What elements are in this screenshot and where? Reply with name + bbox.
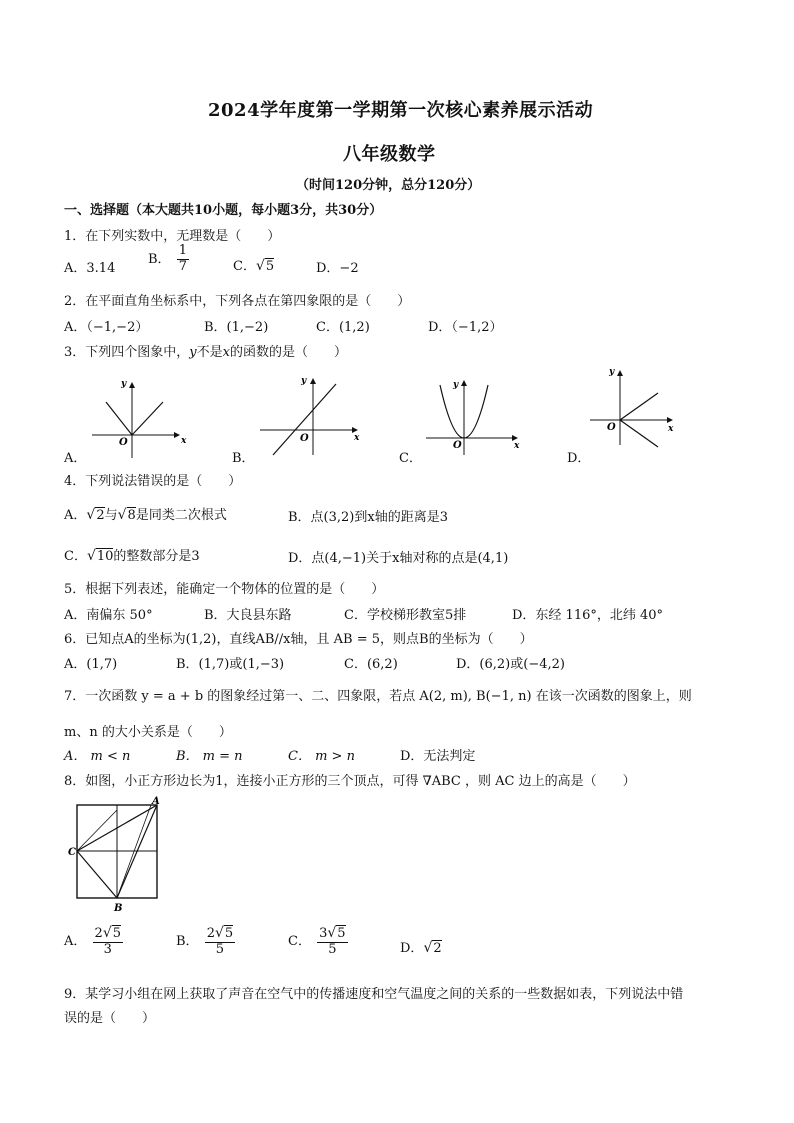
q6-option-a: A．(1,7) bbox=[64, 657, 118, 672]
q4-c-post: 的整数部分是3 bbox=[113, 549, 200, 564]
question-2-stem: 2．在平面直角坐标系中，下列各点在第四象限的是（ ） bbox=[64, 294, 411, 309]
q5-option-d: D．东经 116°，北纬 40° bbox=[512, 608, 664, 623]
question-9-stem: 9．某学习小组在网上获取了声音在空气中的传播速度和空气温度之间的关系的一些数据如表，下列说法中错 bbox=[64, 987, 684, 1002]
fraction-numerator: 3√5 bbox=[319, 925, 346, 941]
fraction-denominator: 5 bbox=[328, 941, 337, 957]
graph-a-origin: O bbox=[119, 437, 128, 448]
vertex-c-label: C bbox=[68, 847, 76, 858]
q4-option-b: B．点(3,2)到x轴的距离是3 bbox=[288, 510, 448, 525]
fraction bbox=[317, 925, 347, 958]
q7-option-c: C． m > n bbox=[288, 749, 355, 764]
q8-triangle-figure bbox=[66, 795, 166, 915]
q5-option-b: B．大良县东路 bbox=[204, 608, 292, 623]
section-heading: 一、选择题（本大题共10小题，每小题3分，共30分） bbox=[64, 203, 383, 218]
q3-option-d: D． bbox=[567, 451, 591, 466]
vertex-b-label: B bbox=[114, 903, 123, 914]
vertex-a-label: A bbox=[152, 796, 160, 807]
q8-option-c bbox=[288, 925, 350, 958]
option-b-label: B． bbox=[148, 251, 171, 267]
graph-a-y-label: y bbox=[121, 379, 127, 389]
q4-a-mid: 与 bbox=[104, 508, 118, 523]
q2-option-b: B．(1,−2) bbox=[204, 320, 269, 335]
fraction-denominator: 7 bbox=[178, 258, 187, 274]
q4-option-c bbox=[64, 545, 200, 564]
q8-a-pre: A． bbox=[64, 933, 87, 949]
fraction bbox=[177, 244, 189, 275]
q7-option-b: B． m = n bbox=[176, 749, 243, 764]
question-7-stem: 7．一次函数 y = a + b 的图象经过第一、二、四象限，若点 A(2, m), B(−1, n) 在该一次函数的图象上，则 bbox=[64, 689, 692, 704]
q4-c-pre: C． bbox=[64, 549, 87, 564]
question-1-stem: 1．在下列实数中，无理数是（ ） bbox=[64, 229, 281, 244]
fraction bbox=[93, 925, 123, 958]
q8-option-a bbox=[64, 925, 125, 958]
question-3-stem bbox=[64, 341, 347, 360]
q2-option-d: D．（−1,2） bbox=[428, 320, 503, 335]
fraction bbox=[205, 925, 235, 958]
exam-subject: 八年级数学 bbox=[343, 144, 436, 165]
graph-d-origin: O bbox=[607, 422, 616, 433]
sqrt-icon: √ bbox=[86, 548, 96, 564]
q6-option-d: D．(6,2)或(−4,2) bbox=[456, 657, 565, 672]
fraction-numerator: 1 bbox=[178, 243, 187, 258]
radicand: 2 bbox=[96, 508, 105, 523]
q3-option-a: A． bbox=[64, 451, 87, 466]
question-6-stem: 6．已知点A的坐标为(1,2)，直线AB//x轴，且 AB = 5，则点B的坐标为（ ） bbox=[64, 632, 533, 647]
q8-option-b bbox=[176, 925, 237, 958]
q3-option-b: B． bbox=[232, 451, 255, 466]
q1-option-a: A．3.14 bbox=[64, 261, 116, 276]
q3-stem-mid: 不是 bbox=[196, 345, 223, 360]
radicand: 10 bbox=[96, 549, 114, 564]
graph-a bbox=[92, 379, 187, 458]
q7-option-d: D．无法判定 bbox=[400, 749, 476, 764]
q8-c-pre: C． bbox=[288, 933, 311, 949]
sqrt-icon: √ bbox=[255, 258, 265, 274]
fraction-numerator: 2√5 bbox=[94, 925, 122, 941]
graph-d-y-label: y bbox=[609, 367, 615, 377]
radicand: 8 bbox=[127, 508, 136, 523]
q6-option-c: C．(6,2) bbox=[344, 657, 398, 672]
question-5-stem: 5．根据下列表述，能确定一个物体的位置的是（ ） bbox=[64, 582, 385, 597]
graph-b-x-label: x bbox=[354, 433, 360, 443]
fraction-numerator: 2√5 bbox=[206, 925, 234, 941]
q2-option-c: C．(1,2) bbox=[316, 320, 370, 335]
option-c-label: C． bbox=[233, 259, 256, 274]
graph-c-y-label: y bbox=[453, 380, 459, 390]
radicand: 5 bbox=[265, 259, 275, 274]
question-9-stem-2: 误的是（ ） bbox=[64, 1011, 156, 1026]
fraction-denominator: 5 bbox=[215, 941, 225, 957]
q8-b-pre: B． bbox=[176, 933, 199, 949]
graph-a-x-label: x bbox=[181, 436, 187, 446]
question-7-stem-2: m、n 的大小关系是（ ） bbox=[64, 725, 232, 740]
q5-option-a: A．南偏东 50° bbox=[64, 608, 153, 623]
q7-option-a: A． m < n bbox=[64, 749, 131, 764]
q3-graphs bbox=[0, 360, 794, 480]
question-8-stem: 8．如图，小正方形边长为1，连接小正方形的三个顶点，可得 ∇ABC ，则 AC 边上的高是（ ） bbox=[64, 774, 636, 789]
q2-option-a: A．（−1,−2） bbox=[64, 320, 149, 335]
q3-option-c: C． bbox=[399, 451, 422, 466]
graph-b-y-label: y bbox=[301, 376, 307, 386]
sqrt-icon: √ bbox=[86, 507, 96, 523]
q4-option-a bbox=[64, 504, 227, 523]
graph-b-origin: O bbox=[300, 433, 309, 444]
q1-option-c bbox=[233, 255, 274, 274]
exam-title: 2024学年度第一学期第一次核心素养展示活动 bbox=[208, 100, 594, 121]
q1-option-d: D．−2 bbox=[316, 261, 359, 276]
q5-option-c: C．学校梯形教室5排 bbox=[344, 608, 467, 623]
sqrt-icon: √ bbox=[423, 940, 433, 956]
exam-time-info: （时间120分钟，总分120分） bbox=[296, 178, 481, 193]
graph-d-x-label: x bbox=[668, 424, 674, 434]
q6-option-b: B．(1,7)或(1,−3) bbox=[176, 657, 285, 672]
q1-option-b bbox=[148, 244, 191, 275]
graph-d bbox=[590, 367, 674, 447]
q4-a-post: 是同类二次根式 bbox=[135, 508, 227, 523]
q4-option-d: D．点(4,−1)关于x轴对称的点是(4,1) bbox=[288, 551, 509, 566]
fraction-denominator: 3 bbox=[103, 941, 112, 957]
graph-b bbox=[260, 376, 360, 455]
radicand: 2 bbox=[433, 941, 442, 956]
q8-d-pre: D． bbox=[400, 941, 424, 956]
graph-c-origin: O bbox=[453, 440, 462, 451]
q3-stem-y: y bbox=[189, 345, 197, 360]
q4-a-pre: A． bbox=[64, 508, 87, 523]
q3-stem-post: 的函数的是（ ） bbox=[230, 345, 348, 360]
sqrt-icon: √ bbox=[117, 507, 127, 523]
q3-stem-x: x bbox=[222, 345, 230, 360]
q8-option-d bbox=[400, 937, 442, 956]
graph-c-x-label: x bbox=[514, 441, 520, 451]
graph-c bbox=[426, 380, 520, 455]
question-4-stem: 4．下列说法错误的是（ ） bbox=[64, 474, 242, 489]
q3-stem-pre: 3．下列四个图象中， bbox=[64, 345, 190, 360]
